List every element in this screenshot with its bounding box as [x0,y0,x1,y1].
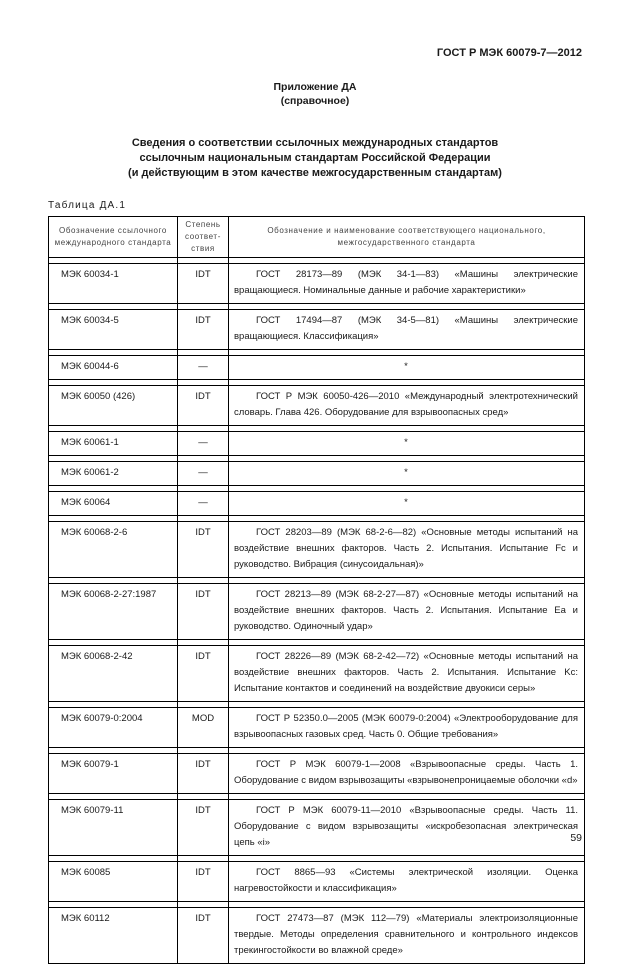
national-standard-description: * [229,462,585,486]
conformity-degree: IDT [178,310,229,350]
table-header-row [49,217,585,258]
national-standard-description: * [229,492,585,516]
standard-code: МЭК 60068-2-27:1987 [49,584,178,640]
conformity-degree: IDT [178,862,229,902]
conformity-degree: IDT [178,522,229,578]
document-title-line-1: Сведения о соответствии ссылочных международных стандартов [131,137,499,149]
conformity-degree: IDT [178,264,229,304]
standard-code: МЭК 60064 [49,492,178,516]
document-title-line-2: ссылочным национальным стандартам Российской Федерации [139,152,491,164]
standard-code: МЭК 60085 [49,862,178,902]
standard-code: МЭК 60050 (426) [49,386,178,426]
standards-table [48,216,585,964]
standard-code: МЭК 60034-1 [49,264,178,304]
column-header-degree: Степень соответ-ствия [178,217,229,258]
page-header: ГОСТ Р МЭК 60079-7—2012 [436,47,582,59]
national-standard-description: ГОСТ 27473—87 (МЭК 112—79) «Материалы электроизоляционные твердые. Методы определения сравнительного и контрольного индексов трекингостойкости во влажной среде» [229,908,585,964]
table-row [49,432,585,456]
table-row [49,492,585,516]
conformity-degree: — [178,432,229,456]
column-header-code: Обозначение ссылочного международного стандарта [49,217,178,258]
table-body [49,258,585,964]
table-row [49,908,585,964]
table-row [49,386,585,426]
column-header-description: Обозначение и наименование соответствующего национального, межгосударственного стандарта [229,217,585,258]
table-row [49,522,585,578]
table-row [49,862,585,902]
standard-code: МЭК 60079-11 [49,800,178,856]
appendix-note: (справочное) [280,95,350,107]
national-standard-description: ГОСТ Р 52350.0—2005 (МЭК 60079-0:2004) «Электрооборудование для взрывоопасных газовых сред. Часть 0. Общие требования» [229,708,585,748]
conformity-degree: IDT [178,584,229,640]
page-number: 59 [570,832,582,844]
table-row [49,264,585,304]
table-row [49,356,585,380]
standard-code: МЭК 60079-1 [49,754,178,794]
conformity-degree: MOD [178,708,229,748]
table-row [49,646,585,702]
table-label: Таблица ДА.1 [48,200,127,211]
table-row [49,754,585,794]
document-title [0,136,630,181]
document-title-line-3: (и действующим в этом качестве межгосударственным стандартам) [128,167,502,179]
standard-code: МЭК 60061-1 [49,432,178,456]
appendix-title: Приложение ДА [273,81,357,93]
national-standard-description: ГОСТ Р МЭК 60079-1—2008 «Взрывоопасные среды. Часть 1. Оборудование с видом взрывозащиты «взрывонепроницаемые оболочки «d» [229,754,585,794]
standard-code: МЭК 60034-5 [49,310,178,350]
conformity-degree: — [178,356,229,380]
standard-code: МЭК 60079-0:2004 [49,708,178,748]
national-standard-description: ГОСТ Р МЭК 60079-11—2010 «Взрывоопасные среды. Часть 11. Оборудование с видом взрывозащиты «искробезопасная электрическая цепь «i» [229,800,585,856]
appendix-heading [0,80,630,108]
standard-code: МЭК 60068-2-6 [49,522,178,578]
national-standard-description: ГОСТ Р МЭК 60050-426—2010 «Международный электротехнический словарь. Глава 426. Оборудование для взрывоопасных сред» [229,386,585,426]
table-row [49,800,585,856]
conformity-degree: IDT [178,800,229,856]
national-standard-description: ГОСТ 17494—87 (МЭК 34-5—81) «Машины электрические вращающиеся. Классификация» [229,310,585,350]
conformity-degree: IDT [178,754,229,794]
conformity-degree: IDT [178,646,229,702]
table-row [49,584,585,640]
standard-code: МЭК 60061-2 [49,462,178,486]
standard-code: МЭК 60112 [49,908,178,964]
table-row [49,310,585,350]
national-standard-description: ГОСТ 8865—93 «Системы электрической изоляции. Оценка нагревостойкости и классификация» [229,862,585,902]
table-row [49,708,585,748]
table-row [49,462,585,486]
conformity-degree: IDT [178,386,229,426]
standard-code: МЭК 60068-2-42 [49,646,178,702]
conformity-degree: — [178,462,229,486]
conformity-degree: — [178,492,229,516]
national-standard-description: ГОСТ 28203—89 (МЭК 68-2-6—82) «Основные методы испытаний на воздействие внешних факторов. Часть 2. Испытания. Испытание Fc и руководство. Вибрация (синусоидальная)» [229,522,585,578]
national-standard-description: ГОСТ 28226—89 (МЭК 68-2-42—72) «Основные методы испытаний на воздействие внешних факторов. Часть 2. Испытания. Испытание Kc: Испытание контактов и соединений на воздействие двуокиси серы» [229,646,585,702]
conformity-degree: IDT [178,908,229,964]
national-standard-description: * [229,356,585,380]
standard-code: МЭК 60044-6 [49,356,178,380]
national-standard-description: * [229,432,585,456]
national-standard-description: ГОСТ 28173—89 (МЭК 34-1—83) «Машины электрические вращающиеся. Номинальные данные и рабочие характеристики» [229,264,585,304]
national-standard-description: ГОСТ 28213—89 (МЭК 68-2-27—87) «Основные методы испытаний на воздействие внешних факторов. Часть 2. Испытания. Испытание Ea и руководство. Одиночный удар» [229,584,585,640]
